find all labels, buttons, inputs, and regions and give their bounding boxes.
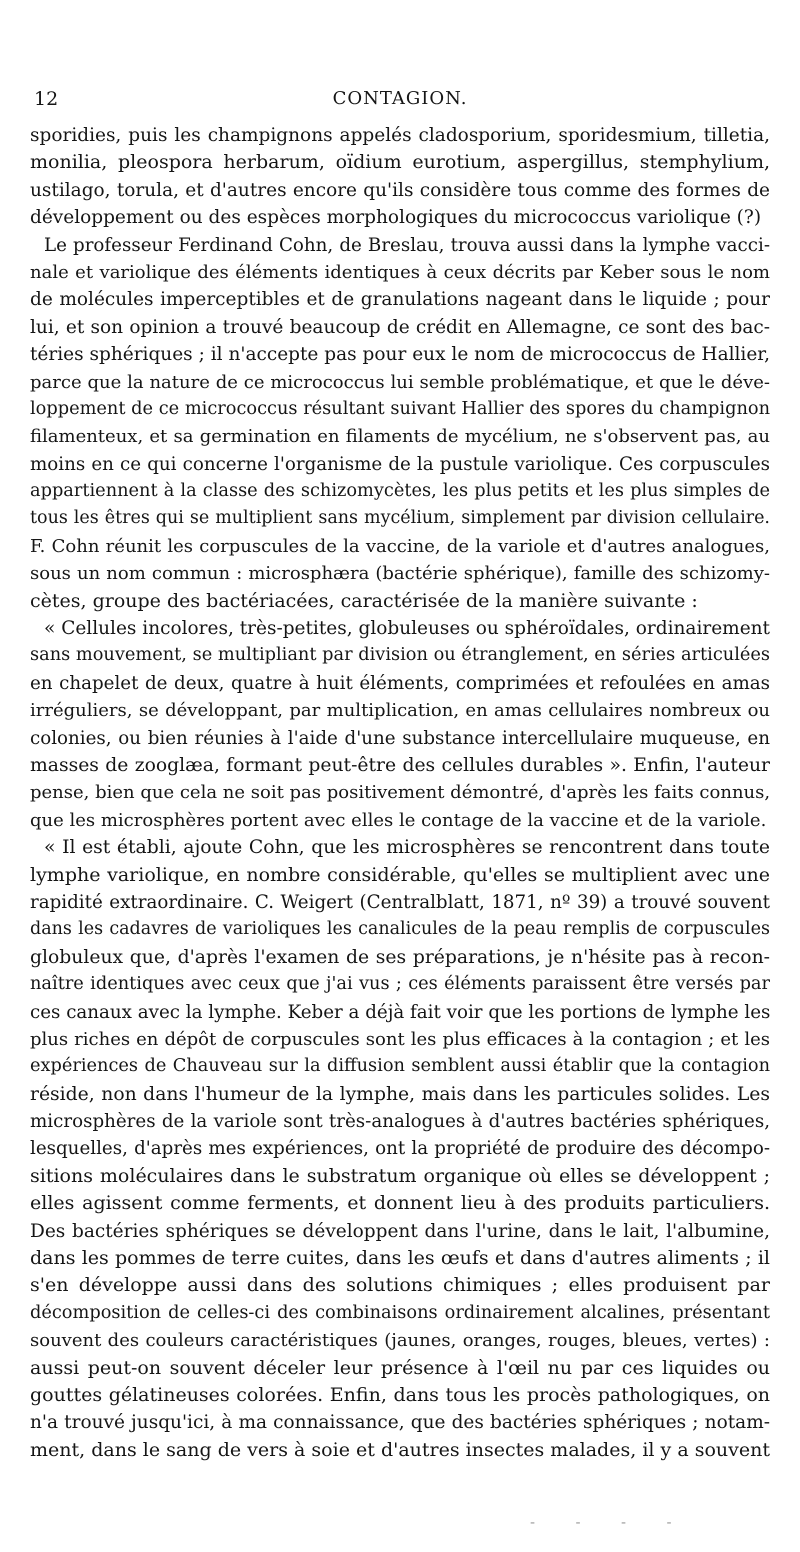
text-line: téries sphériques ; il n'accepte pas pour eux le nom de micrococcus de Hallier,	[30, 344, 770, 366]
text-line: F. Cohn réunit les corpuscules de la vaccine, de la variole et d'autres analogues,	[30, 535, 770, 557]
text-line: « Cellules incolores, très-petites, globuleuses ou sphéroïdales, ordinairement	[44, 618, 770, 640]
text-line: naître identiques avec ceux que j'ai vus ; ces éléments paraissent être versés par	[30, 974, 770, 995]
text-line: dans les cadavres de varioliques les canalicules de la peau remplis de corpuscules	[30, 919, 770, 940]
text-line: développement ou des espèces morphologiques du micrococcus variolique (?)	[30, 207, 762, 229]
page-header	[30, 88, 770, 120]
text-line: lui, et son opinion a trouvé beaucoup de crédit en Allemagne, ce sont des bac-	[30, 316, 770, 338]
text-line: parce que la nature de ce micrococcus lui semble problématique, et que le déve-	[30, 371, 770, 393]
text-line: dans les pommes de terre cuites, dans les œufs et dans d'autres aliments ; il	[30, 1247, 770, 1270]
text-line: elles agissent comme ferments, et donnent lieu à des produits particuliers.	[30, 1192, 770, 1215]
text-line: sous un nom commun : microsphæra (bactérie sphérique), famille des schizomy-	[30, 563, 770, 585]
text-line: appartiennent à la classe des schizomycètes, les plus petits et les plus simples de	[30, 481, 770, 502]
body-text	[30, 122, 770, 1464]
text-line: sans mouvement, se multipliant par division ou étranglement, en séries articulées	[30, 645, 770, 666]
text-line: que les microsphères portent avec elles le contage de la vaccine et de la variole.	[30, 809, 767, 831]
text-line: « Il est établi, ajoute Cohn, que les microsphères se rencontrent dans toute	[44, 837, 770, 859]
text-line: filamenteux, et sa germination en filaments de mycélium, ne s'observent pas, au	[30, 426, 770, 448]
footer-marks: - - - -	[530, 1515, 690, 1531]
running-head: CONTAGION.	[332, 88, 468, 109]
text-line: moins en ce qui concerne l'organisme de la pustule variolique. Ces corpuscules	[30, 453, 770, 475]
text-line: loppement de ce micrococcus résultant suivant Hallier des spores du champignon	[30, 398, 770, 419]
text-line: en chapelet de deux, quatre à huit éléments, comprimées et refoulées en amas	[30, 672, 770, 694]
text-line: globuleux que, d'après l'examen de ses préparations, je n'hésite pas à recon-	[30, 946, 770, 968]
text-line: aussi peut-on souvent déceler leur présence à l'œil nu par ces liquides ou	[30, 1356, 770, 1379]
text-line: irréguliers, se développant, par multiplication, en amas cellulaires nombreux ou	[30, 700, 770, 722]
text-line: rapidité extraordinaire. C. Weigert (Centralblatt, 1871, nº 39) a trouvé souvent	[30, 891, 770, 913]
text-line: Le professeur Ferdinand Cohn, de Breslau, trouva aussi dans la lymphe vacci-	[44, 234, 770, 256]
text-line: expériences de Chauveau sur la diffusion semblent aussi établir que la contagion	[30, 1056, 770, 1077]
text-line: de molécules imperceptibles et de granulations nageant dans le liquide ; pour	[30, 289, 770, 311]
text-line: nale et variolique des éléments identiques à ceux décrits par Keber sous le nom	[30, 261, 770, 283]
text-line: sporidies, puis les champignons appelés cladosporium, sporidesmium, tilletia,	[30, 125, 770, 146]
text-line: masses de zooglæa, formant peut-être des cellules durables ». Enfin, l'auteur	[30, 754, 770, 776]
text-line: microsphères de la variole sont très-analogues à d'autres bactéries sphériques,	[30, 1111, 770, 1133]
book-page	[30, 88, 770, 1464]
text-line: monilia, pleospora herbarum, oïdium eurotium, aspergillus, stemphylium,	[30, 151, 770, 174]
text-line: ustilago, torula, et d'autres encore qu'ils considère tous comme des formes de	[30, 179, 770, 201]
text-line: tous les êtres qui se multiplient sans mycélium, simplement par division cellulaire.	[30, 508, 770, 529]
text-line: lymphe variolique, en nombre considérable, qu'elles se multiplient avec une	[30, 863, 770, 886]
text-line: n'a trouvé jusqu'ici, à ma connaissance, que des bactéries sphériques ; notam-	[30, 1412, 770, 1434]
text-line: ces canaux avec la lymphe. Keber a déjà fait voir que les portions de lymphe les	[30, 1001, 770, 1023]
text-line: cètes, groupe des bactériacées, caractérisée de la manière suivante :	[30, 589, 698, 612]
text-line: décomposition de celles-ci des combinaisons ordinairement alcalines, présentant	[30, 1302, 770, 1323]
text-line: colonies, ou bien réunies à l'aide d'une substance intercellulaire muqueuse, en	[30, 727, 770, 749]
text-line: Des bactéries sphériques se développent dans l'urine, dans le lait, l'albumine,	[30, 1220, 770, 1242]
page-number: 12	[34, 88, 59, 110]
text-line: souvent des couleurs caractéristiques (jaunes, oranges, rouges, bleues, vertes) :	[30, 1330, 770, 1352]
text-line: plus riches en dépôt de corpuscules sont les plus efficaces à la contagion ; et les	[30, 1028, 770, 1050]
text-line: lesquelles, d'après mes expériences, ont la propriété de produire des décompo-	[30, 1138, 770, 1160]
text-line: pense, bien que cela ne soit pas positivement démontré, d'après les faits connus,	[30, 782, 770, 804]
text-line: sitions moléculaires dans le substratum organique où elles se développent ;	[30, 1164, 770, 1187]
text-line: réside, non dans l'humeur de la lymphe, mais dans les particules solides. Les	[30, 1083, 770, 1105]
text-line: s'en développe aussi dans des solutions chimiques ; elles produisent par	[30, 1274, 770, 1297]
text-line: ment, dans le sang de vers à soie et d'autres insectes malades, il y a souvent	[30, 1438, 770, 1461]
text-line: gouttes gélatineuses colorées. Enfin, dans tous les procès pathologiques, on	[30, 1383, 770, 1406]
